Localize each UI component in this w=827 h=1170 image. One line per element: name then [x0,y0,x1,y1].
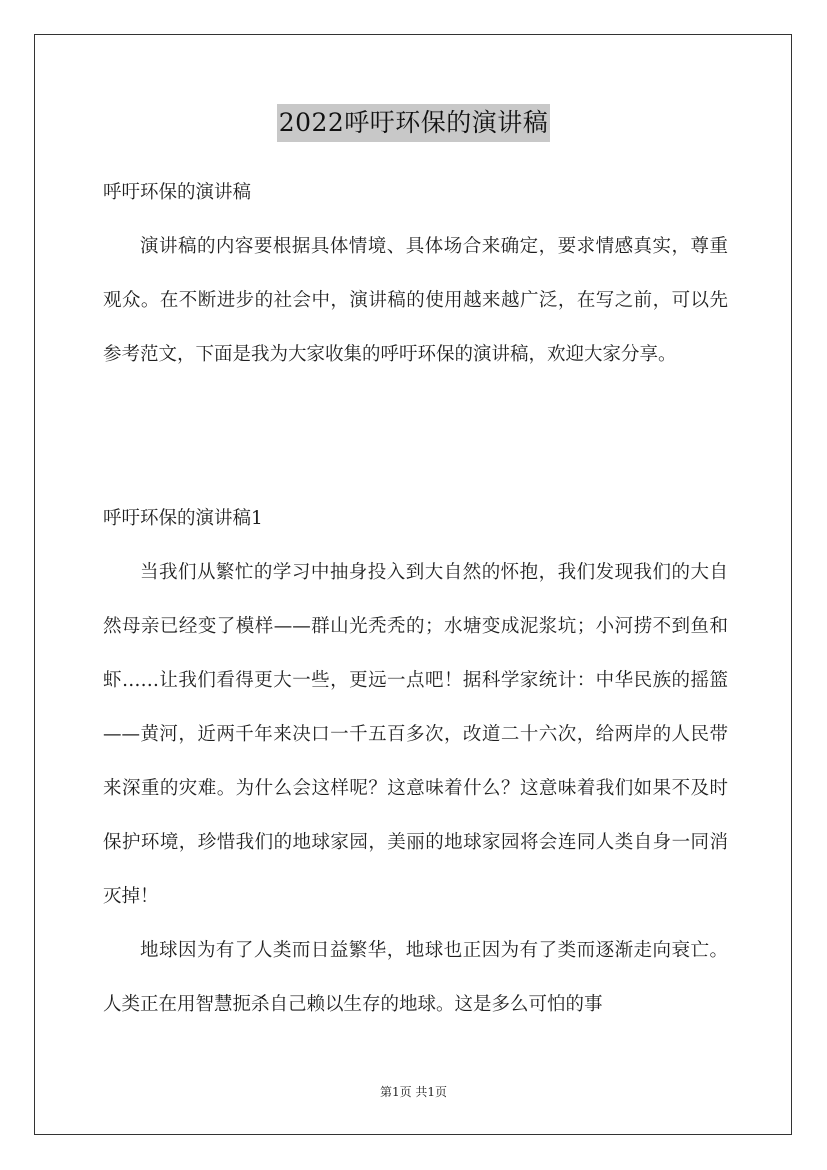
title-container [0,104,827,142]
section1-paragraph-1: 当我们从繁忙的学习中抽身投入到大自然的怀抱，我们发现我们的大自然母亲已经变了模样——群山光秃秃的；水塘变成泥浆坑；小河捞不到鱼和虾……让我们看得更大一些，更远一点吧！据科学家统计：中华民族的摇篮——黄河，近两千年来决口一千五百多次，改道二十六次，给两岸的人民带来深重的灾难。为什么会这样呢？这意味着什么？这意味着我们如果不及时保护环境，珍惜我们的地球家园，美丽的地球家园将会连同人类自身一同消灭掉！ [103,562,728,907]
section1-heading: 呼吁环保的演讲稿1 [103,508,263,529]
section1-body [103,546,728,1032]
intro-heading: 呼吁环保的演讲稿 [103,182,252,203]
page-footer: 第1页 共1页 [379,1085,448,1099]
intro-paragraph: 演讲稿的内容要根据具体情境、具体场合来确定，要求情感真实，尊重观众。在不断进步的社会中，演讲稿的使用越来越广泛，在写之前，可以先参考范文，下面是我为大家收集的呼吁环保的演讲稿，欢迎大家分享。 [103,236,728,365]
document-title: 2022呼吁环保的演讲稿 [277,104,551,142]
section1-paragraph-2: 地球因为有了人类而日益繁华，地球也正因为有了类而逐渐走向衰亡。人类正在用智慧扼杀自己赖以生存的地球。这是多么可怕的事 [103,940,728,1015]
intro-section [103,220,728,382]
